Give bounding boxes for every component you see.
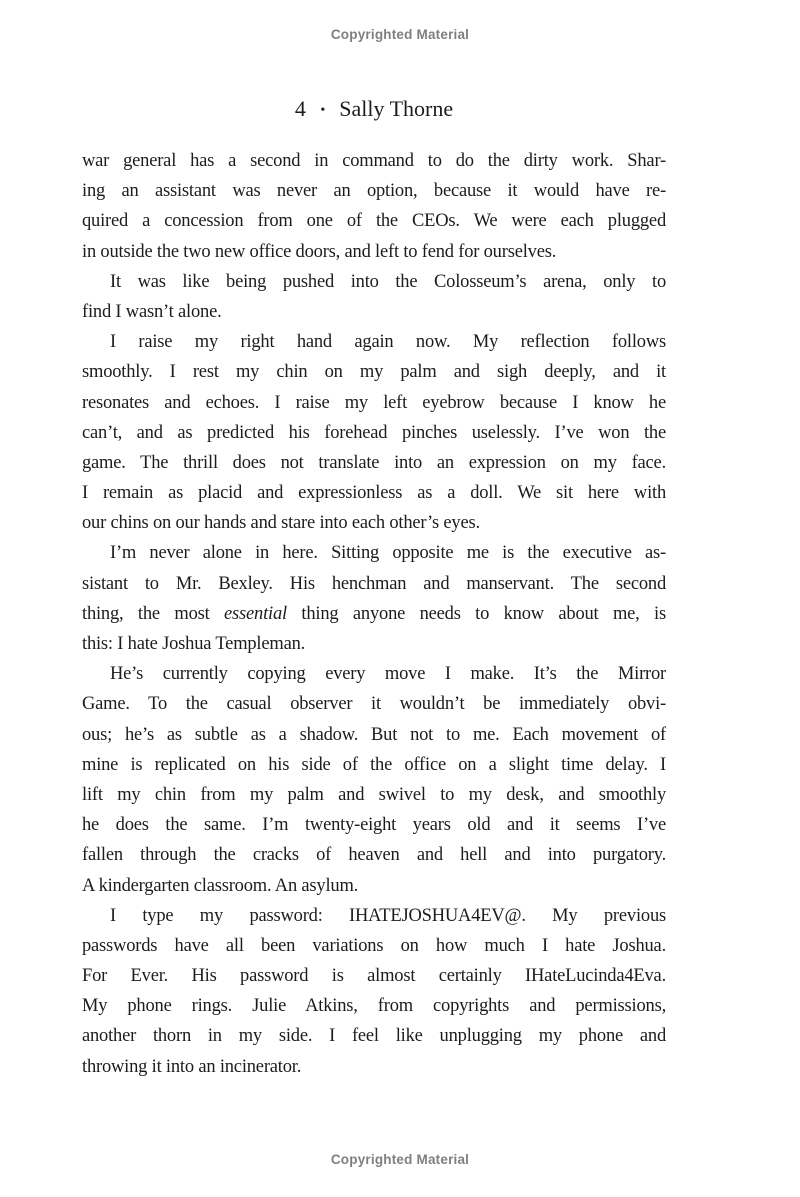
text-line: I remain as placid and expressionless as a doll. We sit here with (82, 483, 666, 504)
text-line: fallen through the cracks of heaven and hell and into purgatory. (82, 845, 666, 866)
paragraph (82, 267, 666, 327)
text-line: quired a concession from one of the CEOs. We were each plugged (82, 211, 666, 232)
text-line: in outside the two new office doors, and left to fend for ourselves. (82, 241, 557, 262)
text-line: lift my chin from my palm and swivel to my desk, and smoothly (82, 784, 666, 805)
text-line: I’m never alone in here. Sitting opposite me is the executive as- (110, 543, 666, 564)
text-line: passwords have all been variations on how much I hate Joshua. (82, 935, 666, 956)
text-line: Game. To the casual observer it wouldn’t be immediately obvi- (82, 694, 666, 715)
text-line: mine is replicated on his side of the office on a slight time delay. I (82, 754, 666, 775)
text-line: ous; he’s as subtle as a shadow. But not to me. Each movement of (82, 724, 666, 745)
text-line: war general has a second in command to do the dirty work. Shar- (82, 151, 666, 171)
text-line: It was like being pushed into the Colosseum’s arena, only to (110, 271, 666, 292)
page-number: 4 (294, 96, 307, 121)
text-line: smoothly. I rest my chin on my palm and sigh deeply, and it (82, 362, 666, 383)
text-line: game. The thrill does not translate into an expression on my face. (82, 452, 666, 473)
text-line: find I wasn’t alone. (82, 301, 222, 322)
text-line: My phone rings. Julie Atkins, from copyrights and permissions, (82, 996, 666, 1017)
text-line: our chins on our hands and stare into each other’s eyes. (82, 513, 480, 534)
paragraph (82, 538, 666, 659)
text-line: I type my password: IHATEJOSHUA4EV@. My previous (110, 905, 666, 926)
text-line: A kindergarten classroom. An asylum. (82, 875, 359, 896)
paragraph (82, 146, 666, 267)
copyright-notice-bottom: Copyrighted Material (330, 1152, 470, 1167)
text-line: I raise my right hand again now. My reflection follows (110, 332, 666, 353)
text-line: He’s currently copying every move I make. It’s the Mirror (110, 664, 666, 685)
text-segment: thing anyone needs to know about me, is (286, 603, 666, 624)
running-header (82, 96, 666, 122)
text-line: he does the same. I’m twenty-eight years old and it seems I’ve (82, 815, 666, 836)
text-segment: thing, the most (82, 603, 225, 624)
page-body (82, 146, 666, 1082)
text-line: throwing it into an incinerator. (82, 1056, 302, 1077)
author-name: Sally Thorne (339, 96, 454, 121)
italic-text: essential (224, 603, 287, 624)
text-line: another thorn in my side. I feel like unplugging my phone and (82, 1026, 666, 1047)
paragraph (82, 327, 666, 538)
text-line: resonates and echoes. I raise my left eyebrow because I know he (82, 392, 666, 413)
text-line: For Ever. His password is almost certainly IHateLucinda4Eva. (82, 966, 666, 987)
copyright-notice-top: Copyrighted Material (330, 27, 470, 42)
text-line: sistant to Mr. Bexley. His henchman and manservant. The second (82, 573, 666, 594)
text-line (82, 599, 666, 629)
paragraph (82, 901, 666, 1082)
text-line: this: I hate Joshua Templeman. (82, 634, 306, 654)
text-line: can’t, and as predicted his forehead pinches uselessly. I’ve won the (82, 422, 666, 443)
paragraph (82, 659, 666, 901)
text-line: ing an assistant was never an option, because it would have re- (82, 181, 666, 202)
bullet-separator-icon: • (320, 103, 326, 118)
